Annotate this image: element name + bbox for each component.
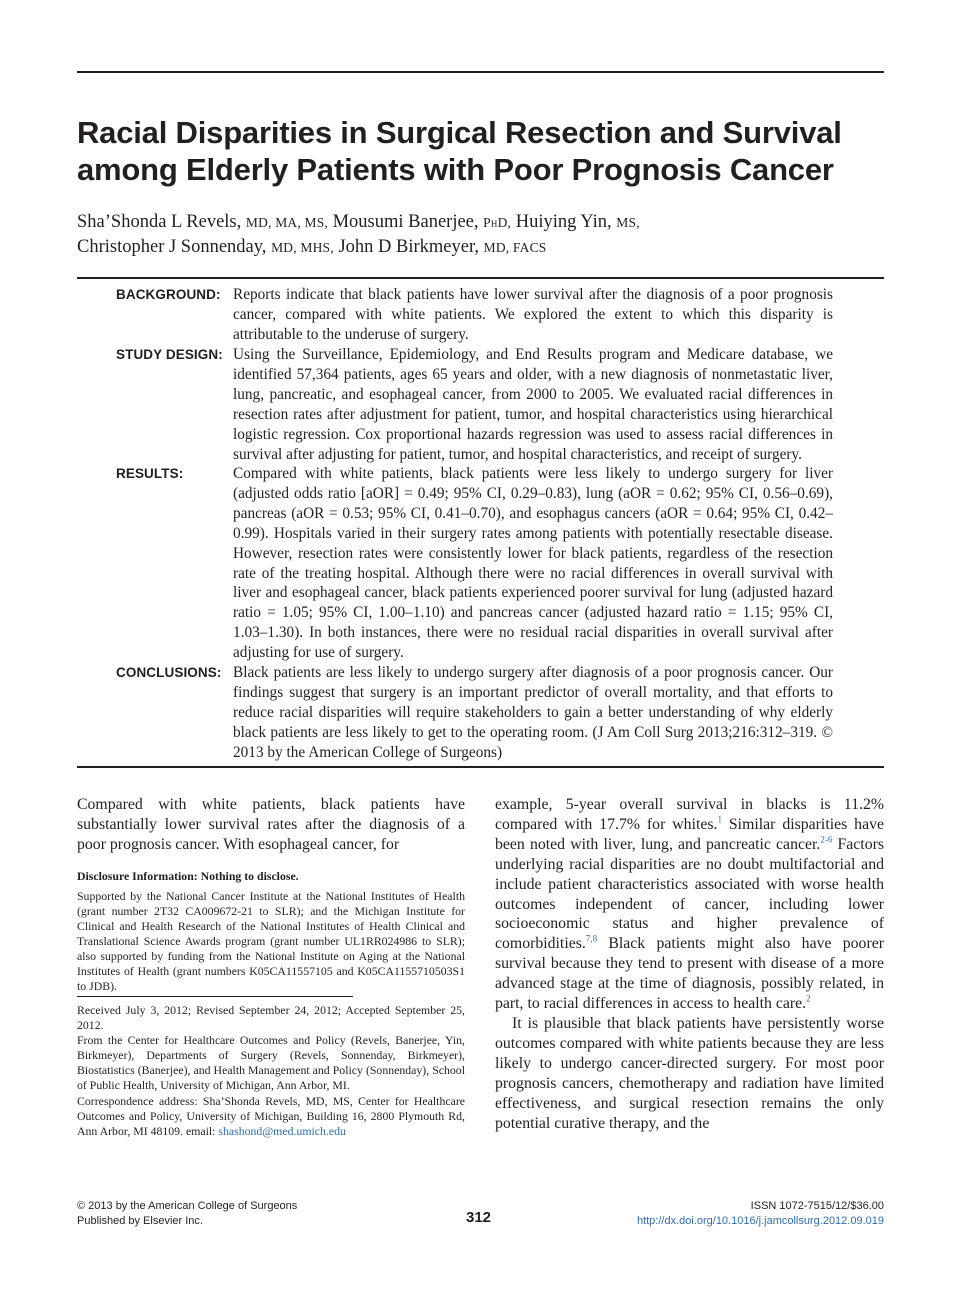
author-degrees: MD, MA, MS, — [245, 215, 328, 230]
body-paragraph: Compared with white patients, black patients have substantially lower survival rates after the diagnosis of a poor prognosis cancer. With esophageal cancer, for — [77, 796, 465, 853]
authors-line-1 — [77, 210, 884, 235]
abstract-results-label: RESULTS: — [116, 466, 184, 481]
author-name: John D Birkmeyer, — [338, 237, 479, 257]
body-column-left — [77, 795, 465, 855]
author-name: Huiying Yin, — [515, 212, 612, 232]
abstract-design-text: Using the Surveillance, Epidemiology, and End Results program and Medicare database, we identified 57,364 patients, ages 65 years and older, with a new diagnosis of nonmetastatic liver, lung, pancreatic, and esophageal cancer, from 2000 to 2005. We evaluated racial differences in resection rates after adjustment for patient, tumor, and hospital characteristics using hierarchical logistic regression. Cox proportional hazards regression was used to assess racial differences in survival after adjusting for patient, tumor, and hospital characteristics, and receipt of surgery. — [233, 346, 833, 463]
footnote-received: Received July 3, 2012; Revised September 24, 2012; Accepted September 25, 2012. — [77, 1003, 465, 1032]
body-text: Similar disparities have been noted with liver, lung, and pancreatic cancer. — [495, 815, 884, 853]
doi-link[interactable]: http://dx.doi.org/10.1016/j.jamcollsurg.2012.09.019 — [636, 1215, 884, 1227]
abstract-bottom-rule — [77, 766, 884, 768]
body-text: example, 5-year overall survival in blacks is 11.2% compared with 17.7% for whites. — [495, 796, 884, 833]
footnote-support: Supported by the National Cancer Institute at the National Institutes of Health (grant number 2T32 CA009672-21 to SLR); and the Michigan Institute for Clinical and Health Research of the National Institutes of Health Clinical and Translational Science Awards program (grant number UL1RR024986 to SLR); also supported by funding from the National Institute on Aging at the National Institutes of Health (grant numbers K05CA11557105 and K05CA1155710503S1 to JDB). — [77, 889, 465, 993]
page-number: 312 — [466, 1209, 492, 1226]
abstract-conclusions-text: Black patients are less likely to undergo surgery after diagnosis of a poor prognosis cancer. Our findings suggest that surgery is an important predictor of overall mortality, and that efforts to reduce racial disparities will require stakeholders to gain a better understanding of why elderly black patients are less likely to get to the operating room. (J Am Coll Surg 2013;216:312–319. © 2013 by the American College of Surgeons) — [233, 664, 833, 761]
top-rule — [77, 71, 884, 73]
footnote-affiliation: From the Center for Healthcare Outcomes and Policy (Revels, Banerjee, Yin, Birkmeyer), Departments of Surgery (Revels, Sonnenday, Birkmeyer), Biostatistics (Banerjee), and Health Management and Policy (Sonnenday), School of Public Health, University of Michigan, Ann Arbor, MI. — [77, 1033, 465, 1092]
footer-copyright: © 2013 by the American College of Surgeons — [77, 1200, 298, 1212]
authors-line-2 — [77, 235, 884, 260]
footnote-rule — [77, 996, 353, 997]
article-title: Racial Disparities in Surgical Resection and Survival among Elderly Patients with Poor Prognosis Cancer — [77, 115, 842, 187]
reference-link[interactable]: 7,8 — [585, 934, 598, 945]
body-text: Factors underlying racial disparities are no doubt multifactorial and include patient characteristics associated with worse health outcomes independent of cancer, including lower socioeconomic status and higher prevalence of comorbidities. — [495, 835, 884, 953]
abstract-design-label: STUDY DESIGN: — [116, 347, 223, 362]
footer-issn: ISSN 1072-7515/12/$36.00 — [750, 1200, 884, 1212]
author-degrees: MS, — [616, 215, 640, 230]
reference-link[interactable]: 2-6 — [820, 834, 833, 845]
abstract-background-text: Reports indicate that black patients have lower survival after the diagnosis of a poor prognosis cancer, compared with white patients. We explored the extent to which this disparity is attributable to the underuse of surgery. — [233, 286, 833, 343]
author-name: Christopher J Sonnenday, — [77, 237, 267, 257]
abstract-conclusions-label: CONCLUSIONS: — [116, 665, 222, 680]
reference-link[interactable]: 1 — [717, 814, 722, 825]
email-link[interactable]: shashond@med.umich.edu — [218, 1123, 346, 1138]
footnote-correspondence — [77, 1094, 465, 1139]
body-column-right — [495, 795, 884, 1133]
abstract-top-rule — [77, 277, 884, 279]
correspondence-text: Correspondence address: Sha’Shonda Revels, MD, MS, Center for Healthcare Outcomes and Policy, University of Michigan, Building 16, 2800 Plymouth Rd, Ann Arbor, MI 48109. email: — [77, 1094, 465, 1138]
body-paragraph: It is plausible that black patients have persistently worse outcomes compared with white patients because they are less likely to undergo cancer-directed surgery. For most poor prognosis cancers, chemotherapy and radiation have limited effectiveness, and surgical resection remains the only potential curative therapy, and the — [495, 1014, 884, 1132]
author-name: Sha’Shonda L Revels, — [77, 212, 242, 232]
body-paragraph — [495, 795, 884, 1014]
body-text: Black patients might also have poorer survival because they tend to present with disease of a more advanced stage at the time of diagnosis, possibly related, in part, to racial differences in access to health care. — [495, 935, 884, 1013]
author-degrees: PhD, — [483, 215, 512, 230]
abstract-results-text: Compared with white patients, black patients were less likely to undergo surgery for liver (adjusted odds ratio [aOR] = 0.49; 95% CI, 0.29–0.83), lung (aOR = 0.62; 95% CI, 0.56–0.69), pancreas (aOR = 0.53; 95% CI, 0.41–0.70), and esophagus cancers (aOR = 0.64; 95% CI, 0.42–0.99). Hospitals varied in their surgery rates among patients with potentially resectable disease. However, resection rates were consistently lower for black patients, regardless of the resection rate of the treating hospital. Although there were no racial differences in overall survival with liver and esophageal cancer, black patients experienced poorer survival for lung (adjusted hazard ratio = 1.05; 95% CI, 1.00–1.10) and pancreas cancer (adjusted hazard ratio = 1.15; 95% CI, 1.03–1.30). In both instances, there were no residual racial disparities in overall survival after adjusting for use of surgery. — [233, 465, 833, 662]
author-degrees: MD, MHS, — [271, 240, 334, 255]
footer-publisher: Published by Elsevier Inc. — [77, 1215, 203, 1227]
reference-link[interactable]: 2 — [806, 993, 811, 1004]
author-name: Mousumi Banerjee, — [332, 212, 479, 232]
author-degrees: MD, FACS — [483, 240, 547, 255]
abstract-background-label: BACKGROUND: — [116, 287, 221, 302]
footnote-disclosure: Disclosure Information: Nothing to disclose. — [77, 869, 299, 883]
